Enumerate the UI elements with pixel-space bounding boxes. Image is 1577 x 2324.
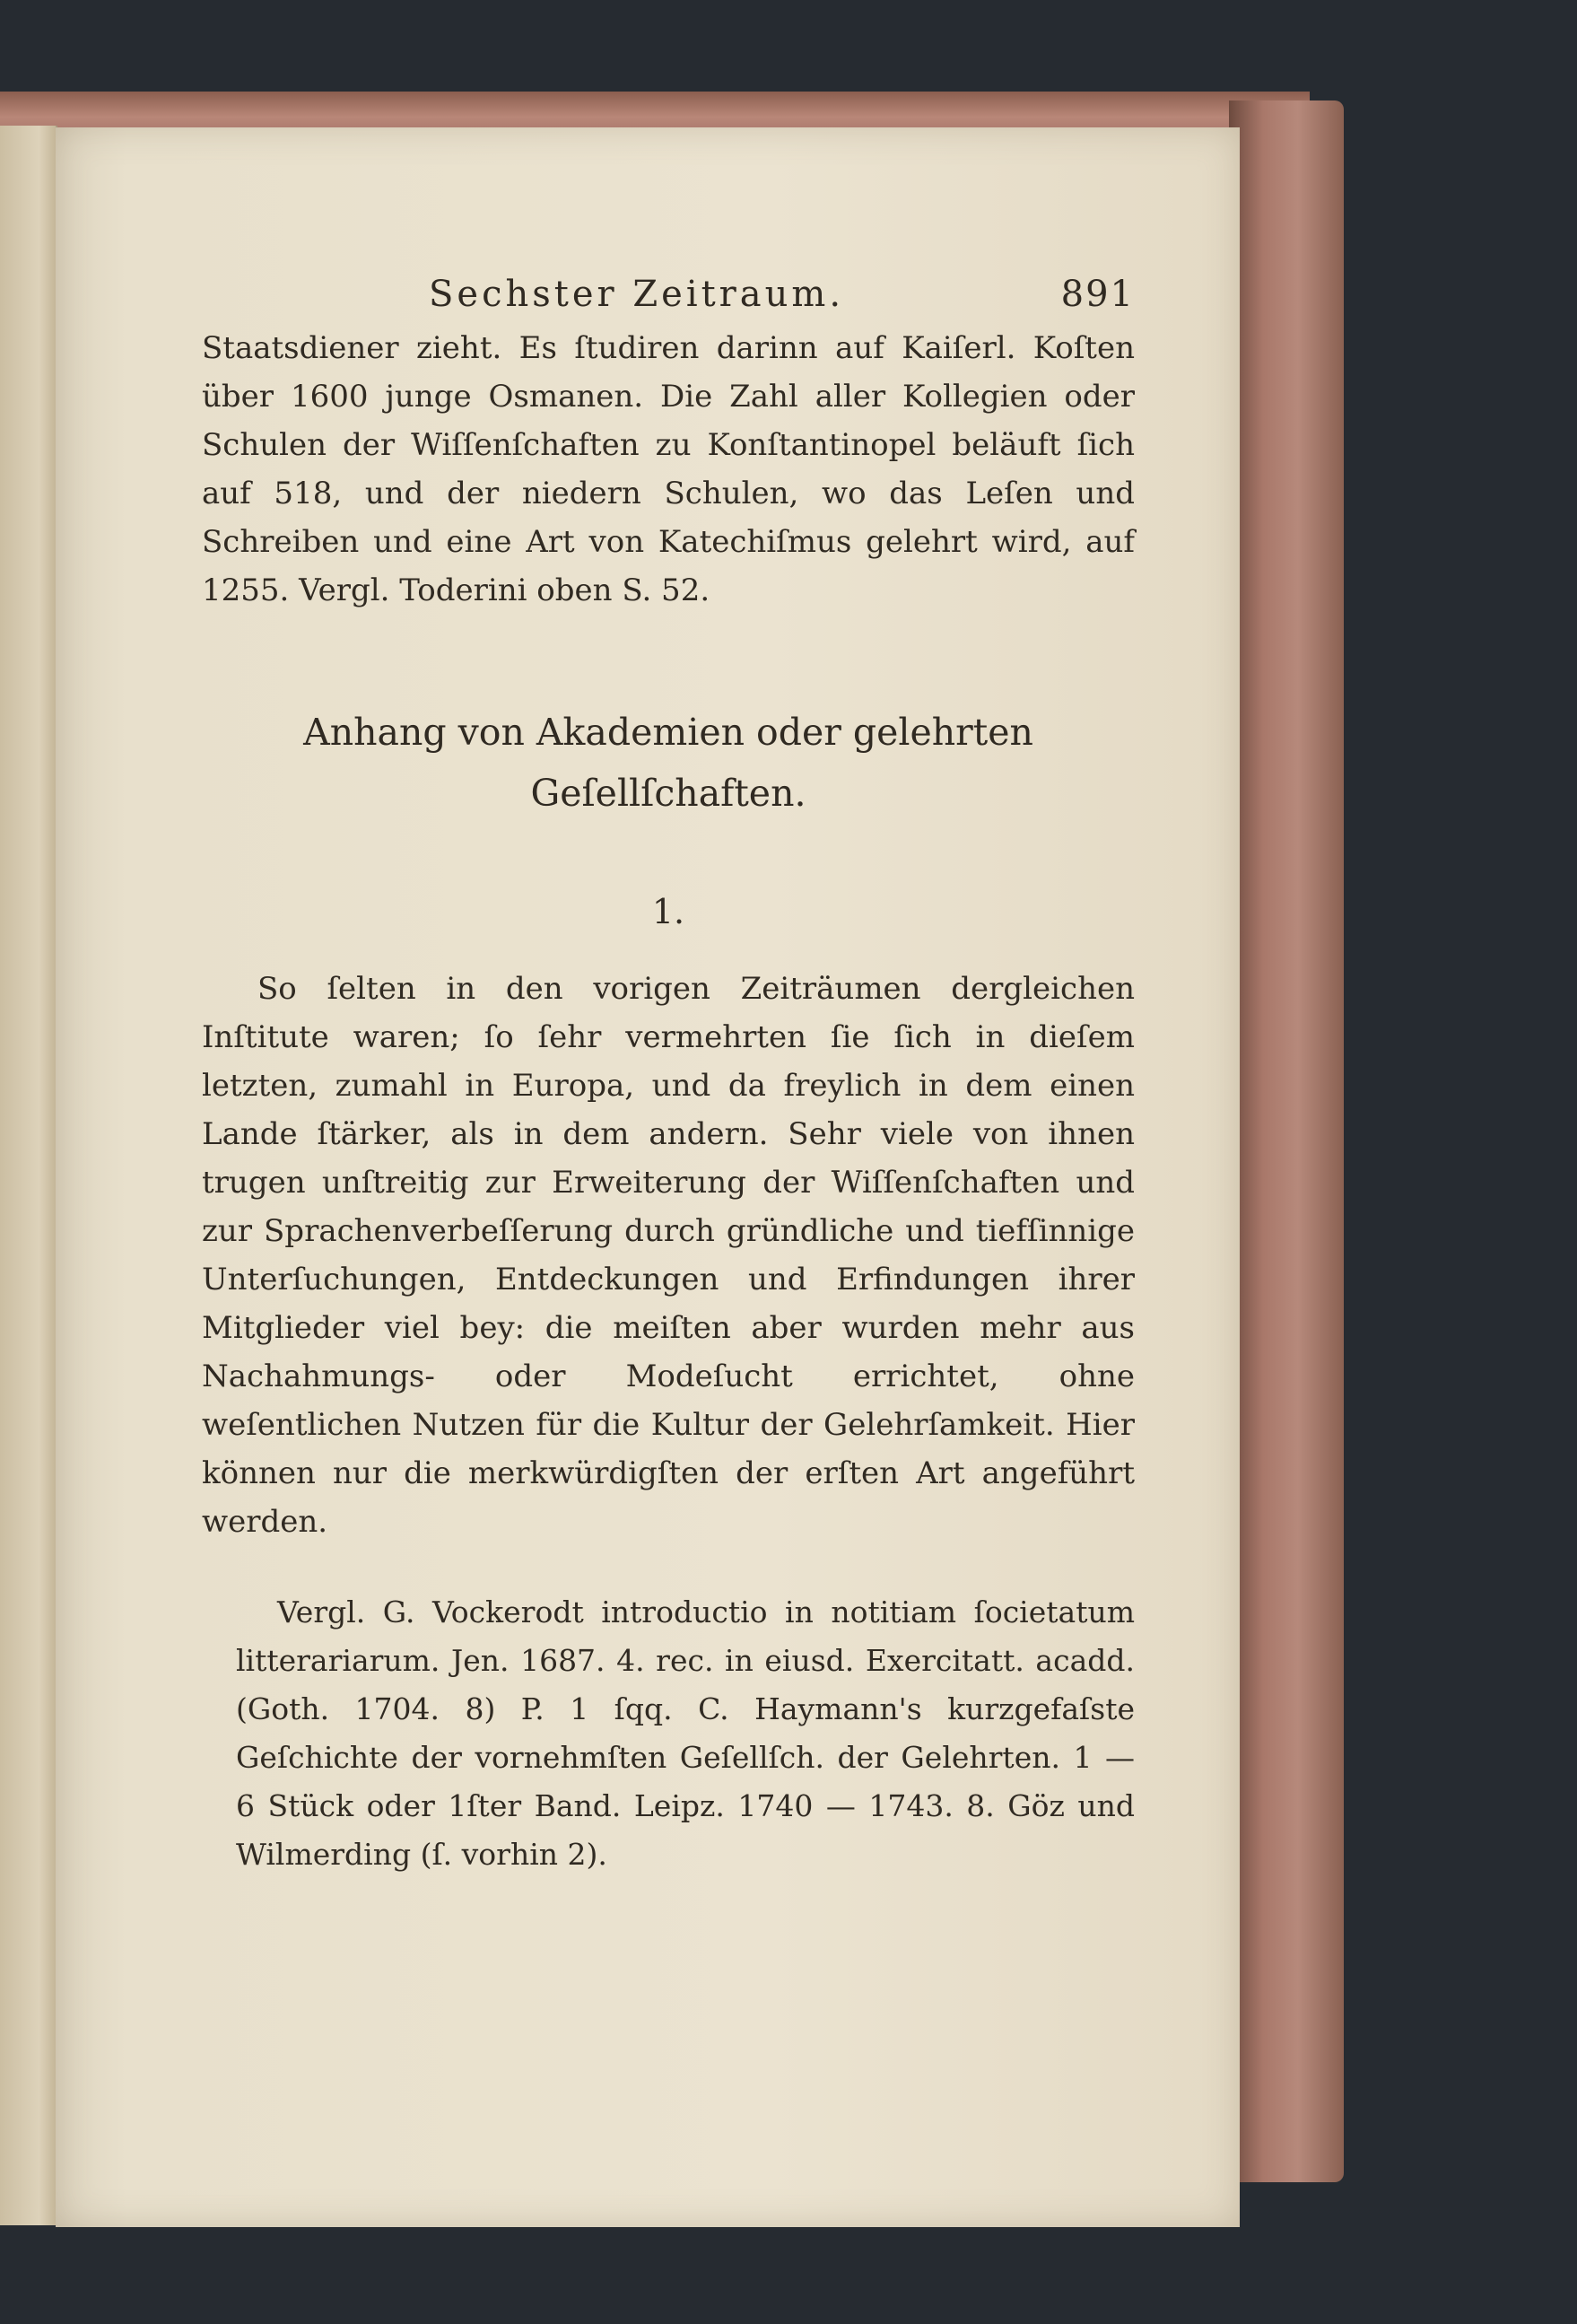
- facing-page-edge: [0, 126, 57, 2225]
- page-number: 891: [1060, 274, 1135, 315]
- book-cover-board: [1229, 100, 1344, 2182]
- main-paragraph: So ſelten in den vorigen Zeiträumen dergleichen Inſtitute waren; ſo ſehr vermehrten ſie ſich in dieſem letzten, zumahl in Europa, und da freylich in dem einen Lande ſtärker, als in dem andern. Sehr viele von ihnen trugen unſtreitig zur Erweiterung der Wiſſenſchaften und zur Sprachenverbeſſerung durch gründliche und tiefſinnige Unterſuchungen, Entdeckungen und Erfindungen ihrer Mitglieder viel bey: die meiſten aber wurden mehr aus Nachahmungs- oder Modeſucht errichtet, ohne weſentlichen Nutzen für die Kultur der Gelehrſamkeit. Hier können nur die merkwürdigſten der erſten Art angeführt werden.: [202, 971, 1135, 1540]
- book-page: [56, 127, 1240, 2227]
- running-title: Sechster Zeitraum.: [429, 274, 845, 315]
- bibliographic-note: Vergl. G. Vockerodt introductio in notitiam ſocietatum litterariarum. Jen. 1687. 4. rec. in eiusd. Exercitatt. acadd. (Goth. 1704. 8) P. 1 ſqq. C. Haymann's kurzgefaſste Geſchichte der vornehmſten Geſellſch. der Gelehrten. 1 — 6 Stück oder 1ſter Band. Leipz. 1740 — 1743. 8. Göz und Wilmerding (ſ. vorhin 2).: [236, 1594, 1135, 1872]
- running-header: [202, 274, 1135, 328]
- opening-paragraph: Staatsdiener zieht. Es ſtudiren darinn auf Kaiſerl. Koſten über 1600 junge Osmanen. Die Zahl aller Kollegien oder Schulen der Wiſſenſchaften zu Konſtantinopel beläuft ſich auf 518, und der niedern Schulen, wo das Leſen und Schreiben und eine Art von Katechiſmus gelehrt wird, auf 1255. Vergl. Toderini oben S. 52.: [202, 330, 1135, 608]
- section-heading: Anhang von Akademien oder gelehrten Geſellſchaften.: [303, 711, 1033, 815]
- section-number: 1.: [651, 892, 685, 931]
